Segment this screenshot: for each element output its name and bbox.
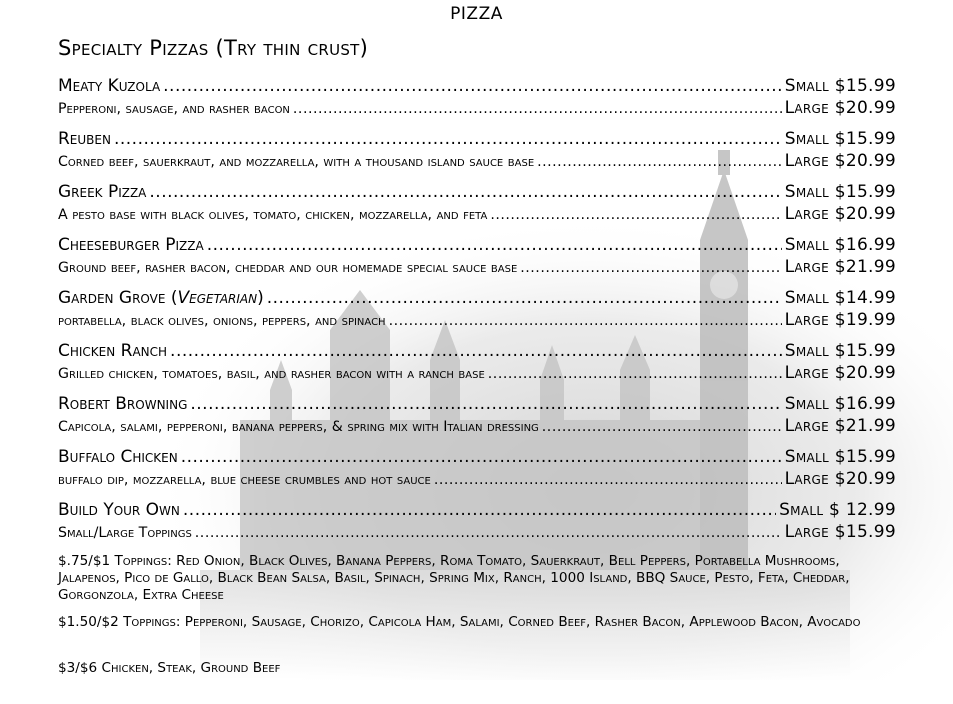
leader-dots bbox=[149, 182, 781, 202]
small-price: Small $16.99 bbox=[784, 394, 896, 414]
large-price: Large $20.99 bbox=[784, 98, 896, 118]
item-description: A pesto base with black olives, tomato, chicken, mozzarella, and feta bbox=[58, 207, 488, 223]
item-name: Reuben bbox=[58, 129, 111, 149]
menu-item-buffalo-chicken bbox=[58, 447, 896, 488]
small-price: Small $15.99 bbox=[784, 129, 896, 149]
small-price: Small $16.99 bbox=[784, 235, 896, 255]
item-name: Build Your Own bbox=[58, 500, 180, 520]
item-description: Corned beef, sauerkraut, and mozzarella, with a thousand island sauce base bbox=[58, 154, 535, 170]
leader-dots bbox=[293, 101, 782, 117]
menu-item-chicken-ranch bbox=[58, 341, 896, 382]
large-price: Large $15.99 bbox=[784, 522, 896, 542]
large-price: Large $21.99 bbox=[784, 257, 896, 277]
leader-dots bbox=[190, 394, 781, 414]
menu-item-meaty-kuzola bbox=[58, 76, 896, 117]
page-title: PIZZA bbox=[450, 4, 503, 24]
leader-dots bbox=[170, 341, 782, 361]
menu-item-robert-browning bbox=[58, 394, 896, 435]
leader-dots bbox=[183, 500, 776, 520]
toppings-tier-3: $3/$6 Chicken, Steak, Ground Beef bbox=[58, 660, 281, 676]
leader-dots bbox=[207, 235, 782, 255]
leader-dots bbox=[520, 260, 781, 276]
item-description: Small/Large Toppings bbox=[58, 525, 192, 541]
item-description: buffalo dip, mozzarella, blue cheese crumbles and hot sauce bbox=[58, 472, 431, 488]
leader-dots bbox=[434, 472, 782, 488]
item-description: Ground beef, rasher bacon, cheddar and our homemade special sauce base bbox=[58, 260, 518, 276]
small-price: Small $15.99 bbox=[784, 76, 896, 96]
large-price: Large $20.99 bbox=[784, 204, 896, 224]
item-description: portabella, black olives, onions, peppers, and spinach bbox=[58, 313, 386, 329]
leader-dots bbox=[542, 419, 782, 435]
item-name: Robert Browning bbox=[58, 394, 188, 414]
menu-item-cheeseburger-pizza bbox=[58, 235, 896, 276]
toppings-tier-2: $1.50/$2 Toppings: Pepperoni, Sausage, Chorizo, Capicola Ham, Salami, Corned Beef, Rasher Bacon, Applewood Bacon, Avocado bbox=[58, 614, 861, 630]
menu-item-build-your-own bbox=[58, 500, 896, 541]
large-price: Large $19.99 bbox=[784, 310, 896, 330]
menu-item-greek-pizza bbox=[58, 182, 896, 223]
small-price: Small $15.99 bbox=[784, 341, 896, 361]
small-price: Small $ 12.99 bbox=[779, 500, 896, 520]
leader-dots bbox=[114, 129, 782, 149]
item-description: Capicola, salami, pepperoni, banana peppers, & spring mix with Italian dressing bbox=[58, 419, 539, 435]
leader-dots bbox=[389, 313, 782, 329]
toppings-tier-1: $.75/$1 Toppings: Red Onion, Black Olives, Banana Peppers, Roma Tomato, Sauerkraut, Bell Peppers, Portabella Mushrooms, Jalapenos, Pico de Gallo, Black Bean Salsa, Basil, Spinach, Spring Mix, Ranch, 1000 Island, BBQ Sauce, Pesto, Feta, Cheddar, Gorgonzola, Extra Cheese bbox=[58, 553, 850, 603]
large-price: Large $20.99 bbox=[784, 469, 896, 489]
vegetarian-note: Vegetarian bbox=[177, 288, 258, 308]
leader-dots bbox=[163, 76, 782, 96]
item-description: Grilled chicken, tomatoes, basil, and rasher bacon with a ranch base bbox=[58, 366, 485, 382]
leader-dots bbox=[488, 366, 782, 382]
large-price: Large $21.99 bbox=[784, 416, 896, 436]
item-name: Cheeseburger Pizza bbox=[58, 235, 204, 255]
leader-dots bbox=[490, 207, 781, 223]
large-price: Large $20.99 bbox=[784, 363, 896, 383]
item-name: Meaty Kuzola bbox=[58, 76, 161, 96]
item-description: Pepperoni, sausage, and rasher bacon bbox=[58, 101, 290, 117]
leader-dots bbox=[267, 288, 782, 308]
section-title: Specialty Pizzas (Try thin crust) bbox=[58, 36, 369, 60]
leader-dots bbox=[195, 525, 782, 541]
menu-item-reuben bbox=[58, 129, 896, 170]
menu-item-garden-grove bbox=[58, 288, 896, 329]
small-price: Small $14.99 bbox=[784, 288, 896, 308]
small-price: Small $15.99 bbox=[784, 182, 896, 202]
item-name: Buffalo Chicken bbox=[58, 447, 178, 467]
item-name: Chicken Ranch bbox=[58, 341, 168, 361]
small-price: Small $15.99 bbox=[784, 447, 896, 467]
leader-dots bbox=[181, 447, 782, 467]
large-price: Large $20.99 bbox=[784, 151, 896, 171]
item-name: Garden Grove (Vegetarian) bbox=[58, 288, 264, 308]
leader-dots bbox=[537, 154, 781, 170]
item-name: Greek Pizza bbox=[58, 182, 147, 202]
